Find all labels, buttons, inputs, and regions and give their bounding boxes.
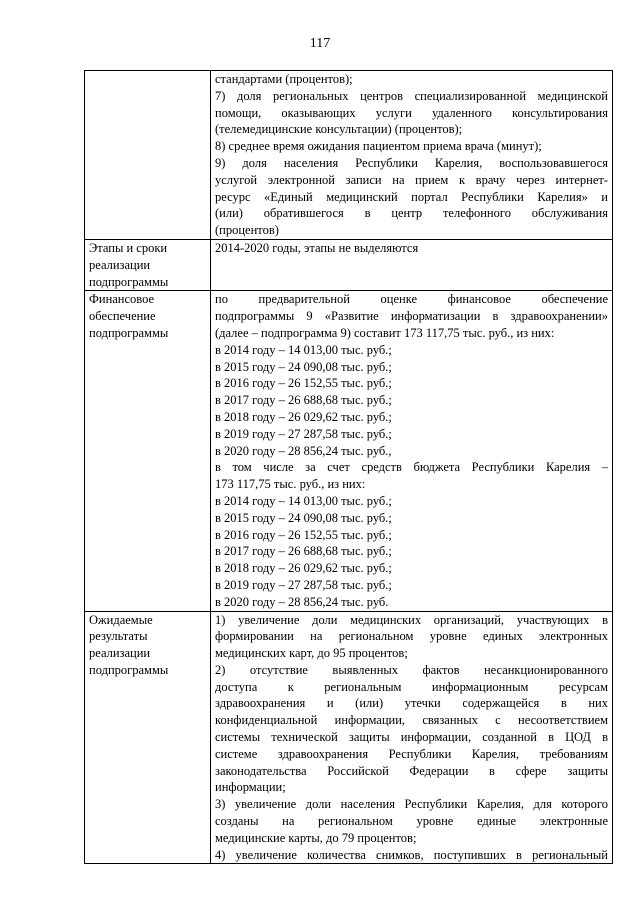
text-line: в 2016 году – 26 152,55 тыс. руб.;	[215, 376, 392, 391]
text-line: подпрограммы 9 «Развитие информатизации в здравоохранении»	[215, 309, 608, 324]
text-line: в 2015 году – 24 090,08 тыс. руб.;	[215, 359, 392, 374]
label-line: подпрограммы	[89, 274, 169, 289]
text-line: (телемедицинские консультации) (процентов);	[215, 122, 463, 137]
text-line: конфиденциальной информации, связанных с несоответствием	[215, 713, 608, 728]
text-line: в 2019 году – 27 287,58 тыс. руб.;	[215, 577, 392, 592]
row-label	[85, 71, 211, 240]
text-line: в 2020 году – 28 856,24 тыс. руб.	[215, 594, 389, 609]
text-line: ресурс «Единый медицинский портал Республики Карелия» и	[215, 189, 608, 204]
text-line: 2) отсутствие выявленных фактов несанкционированного	[215, 662, 608, 677]
table-row	[85, 239, 613, 290]
text-line: (или) обратившегося в центр телефонного обслуживания	[215, 206, 608, 221]
text-line: в 2014 году – 14 013,00 тыс. руб.;	[215, 342, 392, 357]
label-line: подпрограммы	[89, 325, 169, 340]
row-content-stages	[211, 239, 613, 290]
passport-table	[84, 70, 613, 864]
row-content-results	[211, 611, 613, 864]
row-label-stages	[85, 239, 211, 290]
text-line: (далее – подпрограмма 9) составит 173 117,75 тыс. руб., из них:	[215, 325, 555, 340]
text-line: здравоохранения и (или) утечки содержащейся в них	[215, 696, 608, 711]
table-row	[85, 291, 613, 611]
label-line: результаты	[89, 629, 148, 644]
text-line: в 2018 году – 26 029,62 тыс. руб.;	[215, 409, 392, 424]
label-line: Этапы и сроки	[89, 240, 168, 255]
text-line: 4) увеличение количества снимков, поступивших в региональный	[215, 847, 608, 862]
table-row	[85, 71, 613, 240]
text-line: (процентов)	[215, 223, 279, 238]
text-line: по предварительной оценке финансовое обеспечение	[215, 292, 608, 307]
text-line: в 2016 году – 26 152,55 тыс. руб.;	[215, 527, 392, 542]
text-line: 8) среднее время ожидания пациентом приема врача (минут);	[215, 139, 542, 154]
row-content-funding	[211, 291, 613, 611]
page-number: 117	[309, 36, 331, 51]
text-line: созданы на региональном уровне единые электронные	[215, 814, 608, 829]
text-line: системе здравоохранения Республики Карелия, требованиям	[215, 746, 608, 761]
label-line: Финансовое	[89, 292, 155, 307]
table-row	[85, 611, 613, 864]
text-line: в 2020 году – 28 856,24 тыс. руб.,	[215, 443, 392, 458]
label-line: Ожидаемые	[89, 612, 153, 627]
text-line: стандартами (процентов);	[215, 72, 353, 86]
row-label-funding	[85, 291, 211, 611]
text-line: 1) увеличение доли медицинских организаций, участвующих в	[215, 612, 608, 627]
text-line: медицинские карты, до 79 процентов;	[215, 830, 417, 845]
text-line: помощи, оказывающих услуги удаленного консультирования	[215, 105, 608, 120]
text-line: системы технической защиты информации, созданной в ЦОД в	[215, 730, 608, 745]
text-line: в 2018 году – 26 029,62 тыс. руб.;	[215, 561, 392, 576]
label-line: реализации	[89, 646, 151, 661]
row-content-continuation	[211, 71, 613, 240]
label-line: обеспечение	[89, 309, 156, 324]
text-line: медицинских карт, до 95 процентов;	[215, 646, 408, 661]
text-line: в том числе за счет средств бюджета Республики Карелия –	[215, 460, 608, 475]
text-line: формировании на региональном уровне единых электронных	[215, 629, 608, 644]
text-line: 173 117,75 тыс. руб., из них:	[215, 477, 366, 492]
text-line: 9) доля населения Республики Карелия, воспользовавшегося	[215, 155, 608, 170]
label-line: реализации	[89, 257, 151, 272]
text-line: доступа к региональным информационным ресурсам	[215, 679, 608, 694]
text-line: информации;	[215, 780, 286, 795]
text-line: 2014-2020 годы, этапы не выделяются	[215, 240, 419, 255]
text-line: в 2017 году – 26 688,68 тыс. руб.;	[215, 393, 392, 408]
text-line: законодательства Российской Федерации в сфере защиты	[215, 763, 608, 778]
text-line: услугой электронной записи на прием к врачу через интернет-	[215, 172, 608, 187]
text-line: 3) увеличение доли населения Республики Карелия, для которого	[215, 797, 608, 812]
text-line: 7) доля региональных центров специализированной медицинской	[215, 88, 608, 103]
text-line: в 2014 году – 14 013,00 тыс. руб.;	[215, 493, 392, 508]
text-line: в 2019 году – 27 287,58 тыс. руб.;	[215, 426, 392, 441]
row-label-results	[85, 611, 211, 864]
text-line: в 2015 году – 24 090,08 тыс. руб.;	[215, 510, 392, 525]
text-line: в 2017 году – 26 688,68 тыс. руб.;	[215, 544, 392, 559]
label-line: подпрограммы	[89, 662, 169, 677]
